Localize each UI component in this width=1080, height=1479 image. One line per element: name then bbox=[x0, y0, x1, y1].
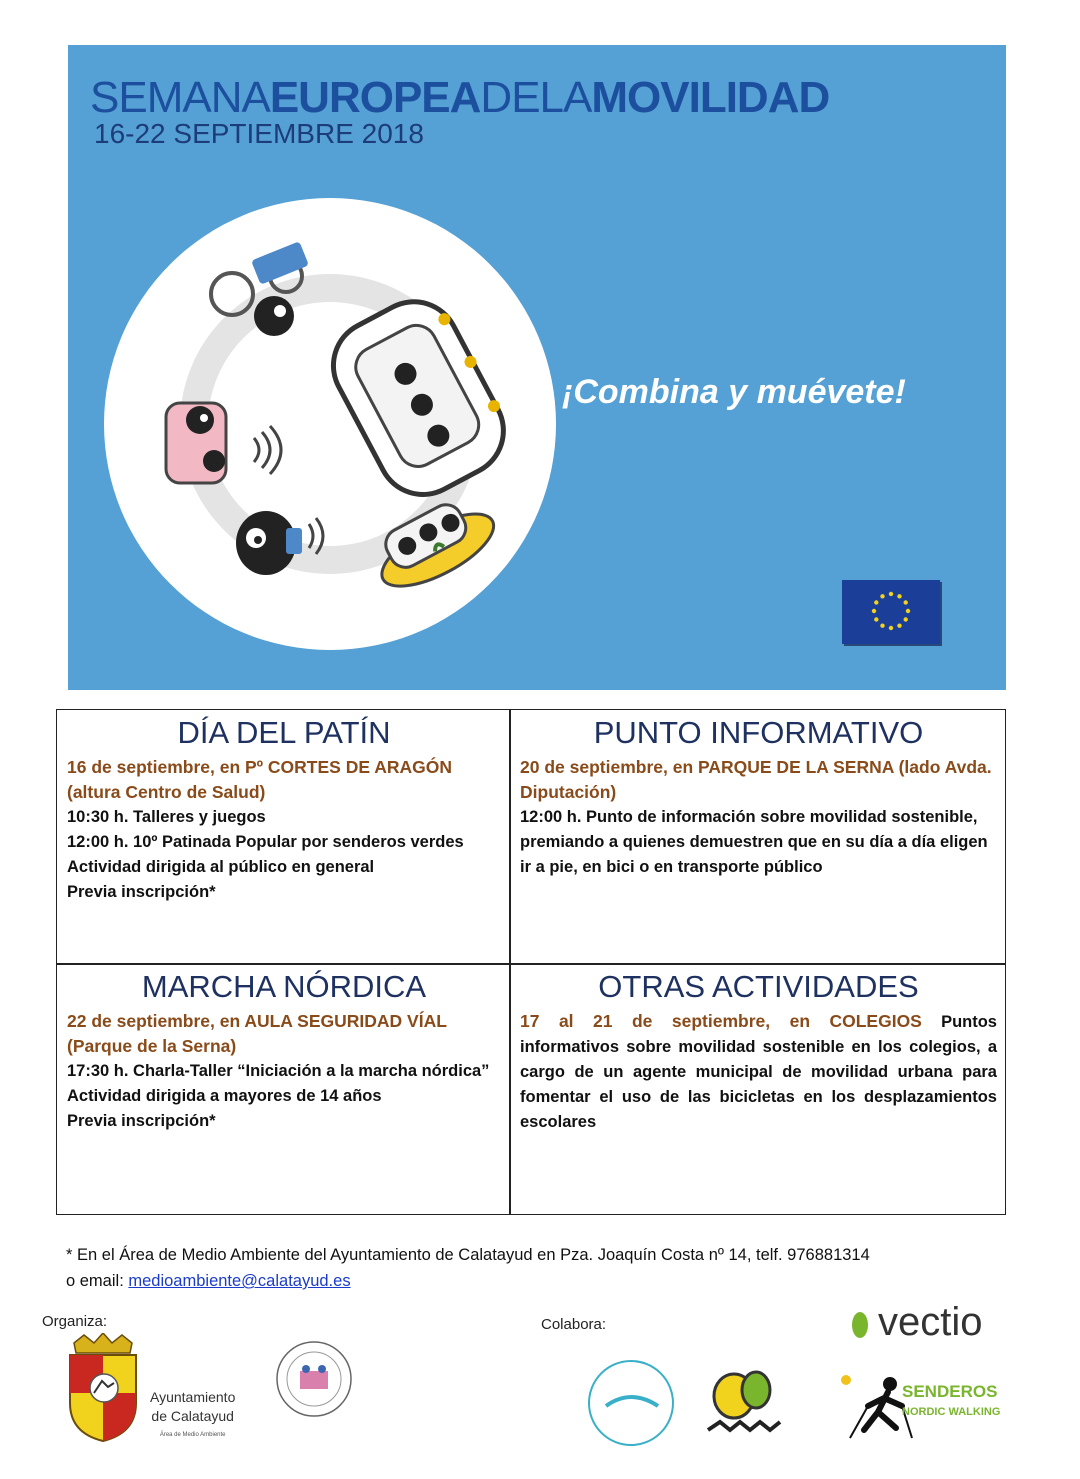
vectio-logo bbox=[852, 1300, 983, 1345]
event-punto-informativo bbox=[510, 710, 1005, 963]
footnote-address: * En el Área de Medio Ambiente del Ayuntamiento de Calatayud en Pza. Joaquín Costa nº 14, telf. 976881314 bbox=[66, 1246, 870, 1264]
senderos-line: NORDIC WALKING bbox=[902, 1406, 1001, 1418]
events-table bbox=[56, 709, 1006, 1215]
organiza-label: Organiza: bbox=[42, 1313, 108, 1330]
event-dia-del-patin bbox=[57, 710, 509, 963]
soham-logo-icon bbox=[586, 1358, 676, 1448]
ayto-line: Ayuntamiento bbox=[150, 1389, 236, 1405]
ayto-subline: Área de Medio Ambiente bbox=[159, 1432, 226, 1438]
event-line: 17:30 h. Charla-Taller “Iniciación a la marcha nórdica” bbox=[67, 1062, 490, 1080]
event-line: Previa inscripción* bbox=[67, 1112, 216, 1130]
event-line: 12:00 h. 10º Patinada Popular por senderos verdes bbox=[67, 833, 464, 851]
event-title: DÍA DEL PATÍN bbox=[177, 715, 391, 750]
event-otras-actividades bbox=[510, 964, 1005, 1214]
event-line: Actividad dirigida a mayores de 14 años bbox=[67, 1087, 382, 1105]
event-title: OTRAS ACTIVIDADES bbox=[598, 969, 919, 1004]
banner-title bbox=[90, 73, 829, 123]
senderos-logo-text bbox=[902, 1382, 1000, 1422]
event-subtitle: 20 de septiembre, en PARQUE DE LA SERNA (lado Avda. Diputación) bbox=[520, 757, 992, 802]
title-part: DELA bbox=[480, 73, 592, 122]
title-part: MOVILIDAD bbox=[591, 73, 830, 122]
erruz-logo-icon bbox=[700, 1370, 792, 1442]
event-body: Puntos informativos sobre movilidad sostenible en los colegios, a cargo de un agente municipal de movilidad urbana para fomentar el uso de las bicicletas en los desplazamientos escolares bbox=[520, 1013, 997, 1131]
event-description bbox=[520, 1009, 997, 1135]
colabora-label: Colabora: bbox=[541, 1316, 607, 1333]
banner-dates: 16-22 SEPTIEMBRE 2018 bbox=[94, 118, 424, 149]
calatayud-coat-of-arms-icon bbox=[64, 1333, 142, 1445]
event-title: MARCHA NÓRDICA bbox=[141, 969, 427, 1004]
footnote-email-line bbox=[66, 1268, 870, 1294]
event-subtitle: 17 al 21 de septiembre, en COLEGIOS bbox=[520, 1011, 922, 1031]
event-title: PUNTO INFORMATIVO bbox=[593, 715, 924, 750]
slogan: ¡Combina y muévete! bbox=[562, 373, 906, 411]
eu-flag-icon bbox=[842, 580, 940, 644]
vectio-mark-icon bbox=[852, 1312, 868, 1338]
title-part: SEMANA bbox=[90, 73, 270, 122]
ayto-line: de Calatayud bbox=[151, 1408, 234, 1424]
email-prefix: o email: bbox=[66, 1272, 129, 1290]
event-subtitle: 22 de septiembre, en AULA SEGURIDAD VÍAL (Parque de la Serna) bbox=[67, 1011, 447, 1056]
event-line: Actividad dirigida al público en general bbox=[67, 858, 375, 876]
title-part: EUROPEA bbox=[269, 73, 481, 122]
event-line: 10:30 h. Talleres y juegos bbox=[67, 808, 266, 826]
event-line: 12:00 h. Punto de información sobre movilidad sostenible, premiando a quienes demuestren que en su día a día eligen ir a pie, en bici o en transporte público bbox=[520, 808, 988, 876]
mobility-illustration bbox=[104, 198, 556, 650]
seal-logo-icon bbox=[274, 1339, 354, 1419]
ayuntamiento-logo-text bbox=[150, 1388, 235, 1445]
footnote bbox=[66, 1242, 870, 1294]
banner bbox=[68, 45, 1006, 690]
event-line: Previa inscripción* bbox=[67, 883, 216, 901]
vectio-text: vectio bbox=[878, 1300, 983, 1344]
event-subtitle: 16 de septiembre, en Pº CORTES DE ARAGÓN (altura Centro de Salud) bbox=[67, 757, 452, 802]
senderos-line: SENDEROS bbox=[902, 1382, 998, 1401]
email-link[interactable]: medioambiente@calatayud.es bbox=[128, 1272, 351, 1290]
event-marcha-nordica bbox=[57, 964, 509, 1214]
